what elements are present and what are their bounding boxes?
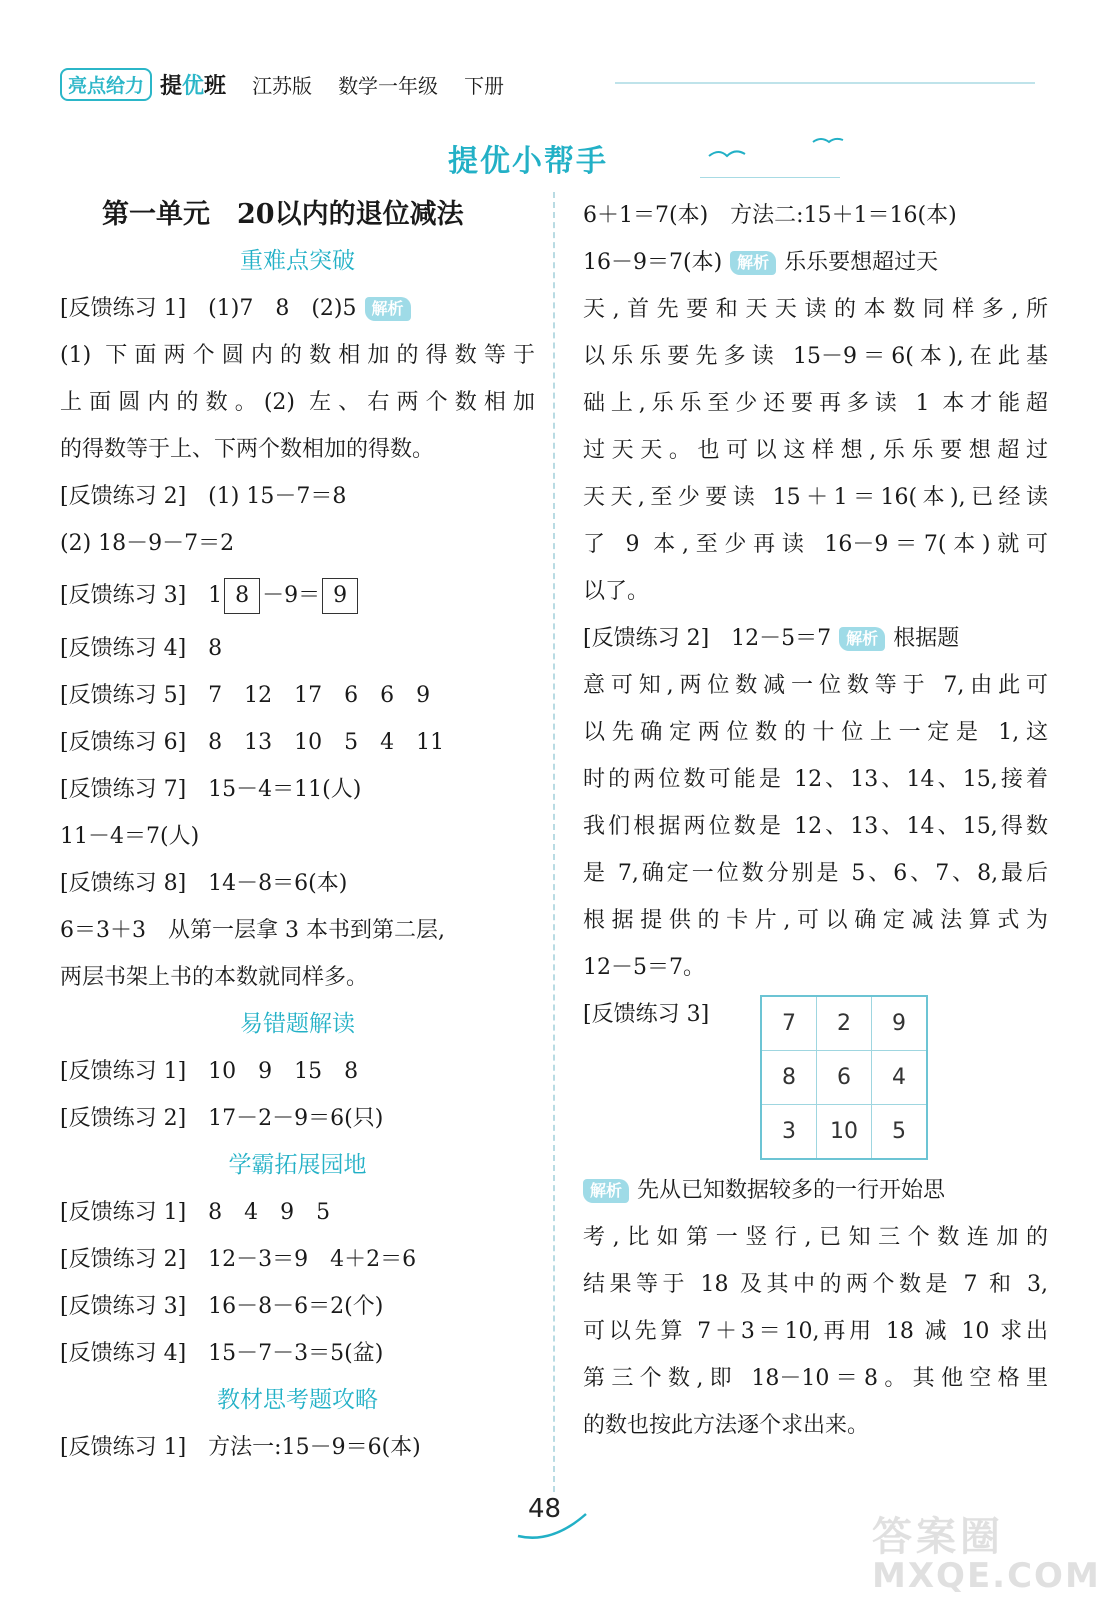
answer-text: 16－9＝7(本) bbox=[583, 250, 723, 275]
text-line: 第三个数,即 18－10＝8。其他空格里 bbox=[583, 1366, 1048, 1391]
text-line: 上面圆内的数。(2) 左、右两个数相加 bbox=[60, 390, 535, 415]
answer-text: 15－7－3＝5(盆) bbox=[208, 1341, 384, 1366]
answer-line bbox=[60, 1283, 535, 1330]
answer-text: 7 12 17 6 6 9 bbox=[208, 683, 431, 708]
subhead-common-mistakes: 易错题解读 bbox=[240, 1011, 355, 1037]
answer-line bbox=[60, 1189, 535, 1236]
answer-text: 15－4＝11(人) bbox=[208, 777, 362, 802]
grid-row bbox=[761, 1105, 927, 1160]
exercise-tag: [反馈练习 1] bbox=[60, 296, 187, 321]
answer-line bbox=[583, 615, 1048, 662]
answer-text: (1) 15－7＝8 bbox=[208, 484, 347, 509]
birds-icon bbox=[705, 134, 845, 174]
subhead-key-points: 重难点突破 bbox=[240, 248, 355, 274]
answer-box: 9 bbox=[322, 578, 358, 614]
answer-text: 17－2－9＝6(只) bbox=[208, 1106, 384, 1131]
text-line: 意可知,两位数减一位数等于 7,由此可 bbox=[583, 673, 1048, 698]
grid-cell: 8 bbox=[761, 1051, 817, 1105]
answer-text: 8 bbox=[208, 636, 223, 661]
text-line: 过天天。也可以这样想,乐乐要想超过 bbox=[583, 438, 1048, 463]
brand-logo bbox=[60, 68, 226, 101]
answer-text: 8 13 10 5 4 11 bbox=[208, 730, 445, 755]
page-number: 48 bbox=[528, 1494, 562, 1524]
edition-label: 江苏版 bbox=[252, 73, 313, 98]
text-line bbox=[583, 239, 1048, 286]
answer-line bbox=[60, 473, 535, 520]
watermark-top: 答案圈 bbox=[872, 1514, 1004, 1560]
left-column bbox=[60, 192, 535, 1471]
volume-label: 下册 bbox=[464, 73, 505, 98]
text-line: 以了。 bbox=[583, 579, 650, 604]
magic-square-block bbox=[583, 991, 1048, 1167]
right-column bbox=[583, 192, 1048, 1449]
answer-line bbox=[60, 860, 535, 907]
explanation-text: 根据题 bbox=[893, 626, 960, 651]
section-banner: 提优小帮手 bbox=[448, 144, 608, 179]
exercise-tag: [反馈练习 5] bbox=[60, 683, 187, 708]
answer-text: 14－8＝6(本) bbox=[208, 871, 348, 896]
answer-line bbox=[60, 1095, 535, 1142]
jiexi-badge: 解析 bbox=[365, 297, 411, 321]
exercise-tag: [反馈练习 1] bbox=[60, 1059, 187, 1084]
text-line: 两层书架上书的本数就同样多。 bbox=[60, 965, 369, 990]
text-line: 6＋1＝7(本) 方法二:15＋1＝16(本) bbox=[583, 203, 957, 228]
brand-box: 亮点给力 bbox=[60, 68, 152, 101]
grid-row bbox=[761, 996, 927, 1051]
text-line: (1) 下面两个圆内的数相加的得数等于 bbox=[60, 343, 535, 368]
grid-cell: 3 bbox=[761, 1105, 817, 1160]
text-line: 考,比如第一竖行,已知三个数连加的 bbox=[583, 1225, 1048, 1250]
exercise-tag: [反馈练习 2] bbox=[60, 1106, 187, 1131]
page-header bbox=[60, 64, 504, 104]
banner-rule bbox=[700, 177, 840, 178]
unit-title: 第一单元 20以内的退位减法 bbox=[102, 199, 464, 230]
watermark-bottom: MXQE.COM bbox=[872, 1556, 1101, 1596]
exercise-tag: [反馈练习 3] bbox=[60, 1294, 187, 1319]
answer-line bbox=[60, 567, 535, 625]
answer-line bbox=[60, 285, 535, 332]
exercise-tag: [反馈练习 1] bbox=[60, 1200, 187, 1225]
brand-series bbox=[160, 69, 226, 100]
explanation-text: 乐乐要想超过天 bbox=[784, 250, 939, 275]
answer-text: －9＝ bbox=[262, 583, 321, 608]
grid-cell: 6 bbox=[817, 1051, 872, 1105]
answer-text: 12－5＝7 bbox=[731, 626, 832, 651]
answer-text: 16－8－6＝2(个) bbox=[208, 1294, 384, 1319]
exercise-tag: [反馈练习 2] bbox=[60, 484, 187, 509]
exercise-tag: [反馈练习 3] bbox=[60, 583, 187, 608]
answer-text: 方法一:15－9＝6(本) bbox=[208, 1435, 421, 1460]
exercise-tag: [反馈练习 7] bbox=[60, 777, 187, 802]
grid-cell: 5 bbox=[872, 1105, 928, 1160]
answer-line bbox=[60, 1236, 535, 1283]
answer-line bbox=[60, 1048, 535, 1095]
text-line: 了 9 本,至少再读 16－9＝7(本)就可 bbox=[583, 532, 1048, 557]
text-line: 12－5＝7。 bbox=[583, 955, 705, 980]
header-rule bbox=[615, 82, 1035, 84]
jiexi-badge: 解析 bbox=[583, 1179, 629, 1203]
answer-line bbox=[60, 1424, 535, 1471]
exercise-tag: [反馈练习 4] bbox=[60, 1341, 187, 1366]
grid-cell: 10 bbox=[817, 1105, 872, 1160]
grid-row bbox=[761, 1051, 927, 1105]
exercise-tag: [反馈练习 2] bbox=[583, 626, 710, 651]
grid-cell: 9 bbox=[872, 996, 928, 1051]
text-line: (2) 18－9－7＝2 bbox=[60, 531, 235, 556]
text-line bbox=[583, 1167, 1048, 1214]
answer-text: 1 bbox=[208, 583, 223, 608]
grid-cell: 7 bbox=[761, 996, 817, 1051]
answer-text: 10 9 15 8 bbox=[208, 1059, 359, 1084]
text-line: 以乐乐要先多读 15－9＝6(本),在此基 bbox=[583, 344, 1048, 369]
subhead-textbook: 教材思考题攻略 bbox=[217, 1387, 378, 1413]
magic-square-grid bbox=[760, 995, 928, 1160]
brand-you: 优 bbox=[182, 73, 205, 99]
grid-cell: 4 bbox=[872, 1051, 928, 1105]
text-line: 是 7,确定一位数分别是 5、6、7、8,最后 bbox=[583, 861, 1048, 886]
text-line: 的数也按此方法逐个求出来。 bbox=[583, 1413, 870, 1438]
text-line: 天,首先要和天天读的本数同样多,所 bbox=[583, 297, 1048, 322]
text-line: 的得数等于上、下两个数相加的得数。 bbox=[60, 437, 435, 462]
exercise-tag: [反馈练习 3] bbox=[583, 1002, 710, 1027]
grid-cell: 2 bbox=[817, 996, 872, 1051]
answer-text: (1)7 8 (2)5 bbox=[208, 296, 357, 321]
answer-line bbox=[60, 625, 535, 672]
brand-ban: 班 bbox=[204, 73, 227, 99]
text-line: 6＝3＋3 从第一层拿 3 本书到第二层, bbox=[60, 918, 445, 943]
exercise-tag: [反馈练习 1] bbox=[60, 1435, 187, 1460]
answer-line bbox=[60, 719, 535, 766]
jiexi-badge: 解析 bbox=[730, 251, 776, 275]
answer-line bbox=[60, 672, 535, 719]
answer-line bbox=[60, 766, 535, 813]
brand-ti: 提 bbox=[160, 73, 183, 99]
text-line: 根据提供的卡片,可以确定减法算式为 bbox=[583, 908, 1048, 933]
exercise-tag: [反馈练习 8] bbox=[60, 871, 187, 896]
text-line: 础上,乐乐至少还要再多读 1 本才能超 bbox=[583, 391, 1048, 416]
answer-line bbox=[60, 1330, 535, 1377]
text-line: 时的两位数可能是 12、13、14、15,接着 bbox=[583, 767, 1048, 792]
exercise-tag: [反馈练习 4] bbox=[60, 636, 187, 661]
column-divider bbox=[553, 192, 555, 1492]
text-line: 可以先算 7＋3＝10,再用 18 减 10 求出 bbox=[583, 1319, 1048, 1344]
text-line: 结果等于 18 及其中的两个数是 7 和 3, bbox=[583, 1272, 1048, 1297]
text-line: 我们根据两位数是 12、13、14、15,得数 bbox=[583, 814, 1048, 839]
subhead-extension: 学霸拓展园地 bbox=[228, 1152, 367, 1178]
exercise-tag: [反馈练习 6] bbox=[60, 730, 187, 755]
jiexi-badge: 解析 bbox=[839, 627, 885, 651]
text-line: 11－4＝7(人) bbox=[60, 824, 200, 849]
text-line: 以先确定两位数的十位上一定是 1,这 bbox=[583, 720, 1048, 745]
answer-text: 12－3＝9 4＋2＝6 bbox=[208, 1247, 417, 1272]
exercise-tag: [反馈练习 2] bbox=[60, 1247, 187, 1272]
subject-label: 数学一年级 bbox=[338, 73, 439, 98]
explanation-text: 先从已知数据较多的一行开始思 bbox=[637, 1178, 946, 1203]
page-swoosh-icon bbox=[512, 1508, 592, 1544]
answer-text: 8 4 9 5 bbox=[208, 1200, 331, 1225]
answer-box: 8 bbox=[224, 578, 260, 614]
watermark bbox=[872, 1505, 1101, 1596]
text-line: 天天,至少要读 15＋1＝16(本),已经读 bbox=[583, 485, 1048, 510]
